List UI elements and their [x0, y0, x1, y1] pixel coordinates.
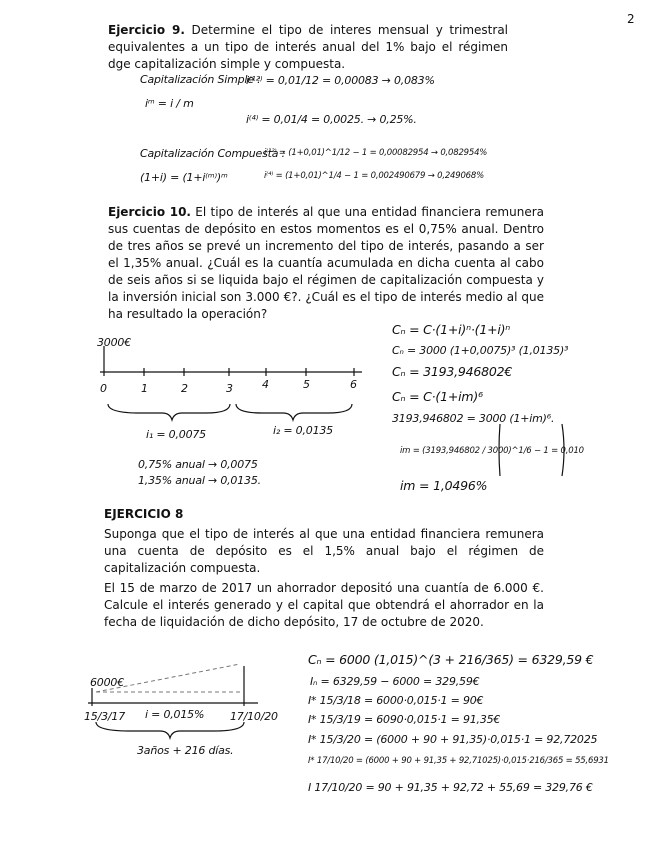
ex8-calc-line-6: I* 17/10/20 = (6000 + 90 + 91,35 + 92,71025)·0,015·216/365 = 55,6931	[308, 756, 609, 766]
ex9-compound-title: Capitalización Compuesta :	[140, 147, 286, 160]
ex9-simple-title: Capitalización Simple :	[140, 73, 261, 86]
ex8-amount-label: 6000€	[90, 676, 124, 689]
ex9-simple-quarterly: i⁽⁴⁾ = 0,01/4 = 0,0025. → 0,25%.	[246, 113, 417, 126]
ex10-calc-line-4: Cₙ = C·(1+im)⁶	[392, 389, 483, 404]
ex8-calc-line-5: I* 15/3/20 = (6000 + 90 + 91,35)·0,015·1 = 92,72025	[308, 733, 598, 746]
exercise-10-text: El tipo de interés al que una entidad financiera remunera sus cuentas de depósito en estos momentos es el 0,75% anual. Dentro de tres años se prevé un incremento del tipo de interés, pasando a ser el 1,35% anual. ¿Cuál es la cuantía acumulada en dicha cuenta al cabo de seis años si se liquida bajo el régimen de capitalización compuesta y la inversión inicial son 3.000 €?. ¿Cuál es el tipo de interés medio al que ha resultado la operación?	[108, 205, 544, 321]
ex10-rate-2: i₂ = 0,0135	[273, 424, 333, 437]
exercise-9-label: Ejercicio 9.	[108, 23, 185, 37]
exercise-8-paragraph-2: El 15 de marzo de 2017 un ahorrador depositó una cuantía de 6.000 €. Calcule el interés generado y el capital que obtendrá el ahorrador en la fecha de liquidación de dicho depósito, 17 de octubre de 2020.	[104, 581, 544, 629]
ex10-rate-1: i₁ = 0,0075	[146, 428, 206, 441]
ex9-compound-formula: (1+i) = (1+i⁽ᵐ⁾)ᵐ	[140, 171, 228, 184]
ex9-simple-formula: iᵐ = i / m	[145, 97, 194, 110]
ex10-tick-label-6: 6	[350, 378, 357, 391]
ex8-calc-line-1: Cₙ = 6000 (1,015)^(3 + 216/365) = 6329,59 €	[308, 652, 594, 667]
ex10-conversion-2: 1,35% anual → 0,0135.	[138, 474, 261, 487]
ex10-tick-label-5: 5	[303, 378, 310, 391]
ex10-amount-label: 3000€	[97, 336, 131, 349]
ex8-start-date: 15/3/17	[84, 710, 126, 723]
ex10-tick-label-2: 2	[181, 382, 188, 395]
ex8-calc-line-3: I* 15/3/18 = 6000·0,015·1 = 90€	[308, 694, 484, 707]
ex8-calc-line-7: I 17/10/20 = 90 + 91,35 + 92,72 + 55,69 = 329,76 €	[308, 781, 593, 794]
ex10-tick-label-3: 3	[226, 382, 233, 395]
exercise-9-text: Determine el tipo de interes mensual y trimestral equivalentes a un tipo de interés anual del 1% bajo el régimen dge capitalización simple y compuesta.	[108, 23, 509, 71]
ex10-conversion-1: 0,75% anual → 0,0075	[138, 458, 258, 471]
ex10-tick-label-1: 1	[141, 382, 148, 395]
exercise-8-heading: EJERCICIO 8	[104, 507, 184, 521]
exercise-8-paragraph-1: Suponga que el tipo de interés al que una entidad financiera remunera una cuenta de depósito es el 1,5% anual bajo el régimen de capitalización compuesta.	[104, 527, 544, 575]
ex10-calc-line-2: Cₙ = 3000 (1+0,0075)³ (1,0135)³	[392, 344, 569, 357]
ex8-calc-line-4: I* 15/3/19 = 6090·0,015·1 = 91,35€	[308, 713, 501, 726]
ex10-tick-label-0: 0	[100, 382, 107, 395]
ex9-compound-monthly: i⁽¹²⁾ = (1+0,01)^1/12 − 1 = 0,00082954 → 0,082954%	[264, 148, 488, 158]
ex10-calc-line-5: 3193,946802 = 3000 (1+im)⁶.	[392, 412, 555, 425]
ex8-rate: i = 0,015%	[145, 708, 205, 721]
page-number: 2	[627, 12, 635, 26]
ex10-tick-label-4: 4	[262, 378, 269, 391]
exercise-10-label: Ejercicio 10.	[108, 205, 191, 219]
ex8-brace	[96, 722, 244, 738]
ex10-calc-line-3: Cₙ = 3193,946802€	[392, 364, 513, 379]
ex10-calc-line-6: im = (3193,946802 / 3000)^1/6 − 1 = 0,010	[400, 446, 584, 456]
ex8-duration: 3años + 216 días.	[137, 744, 234, 757]
ex10-calc-line-7: im = 1,0496%	[400, 478, 488, 493]
ex8-calc-line-2: Iₙ = 6329,59 − 6000 = 329,59€	[310, 675, 480, 688]
ex8-end-date: 17/10/20	[230, 710, 278, 723]
ex10-calc-line-1: Cₙ = C·(1+i)ⁿ·(1+i)ⁿ	[392, 322, 511, 337]
ex9-compound-quarterly: i⁽⁴⁾ = (1+0,01)^1/4 − 1 = 0,002490679 → 0,249068%	[264, 171, 484, 181]
ex9-simple-monthly: i⁽¹²⁾ = 0,01/12 = 0,00083 → 0,083%	[246, 74, 435, 87]
